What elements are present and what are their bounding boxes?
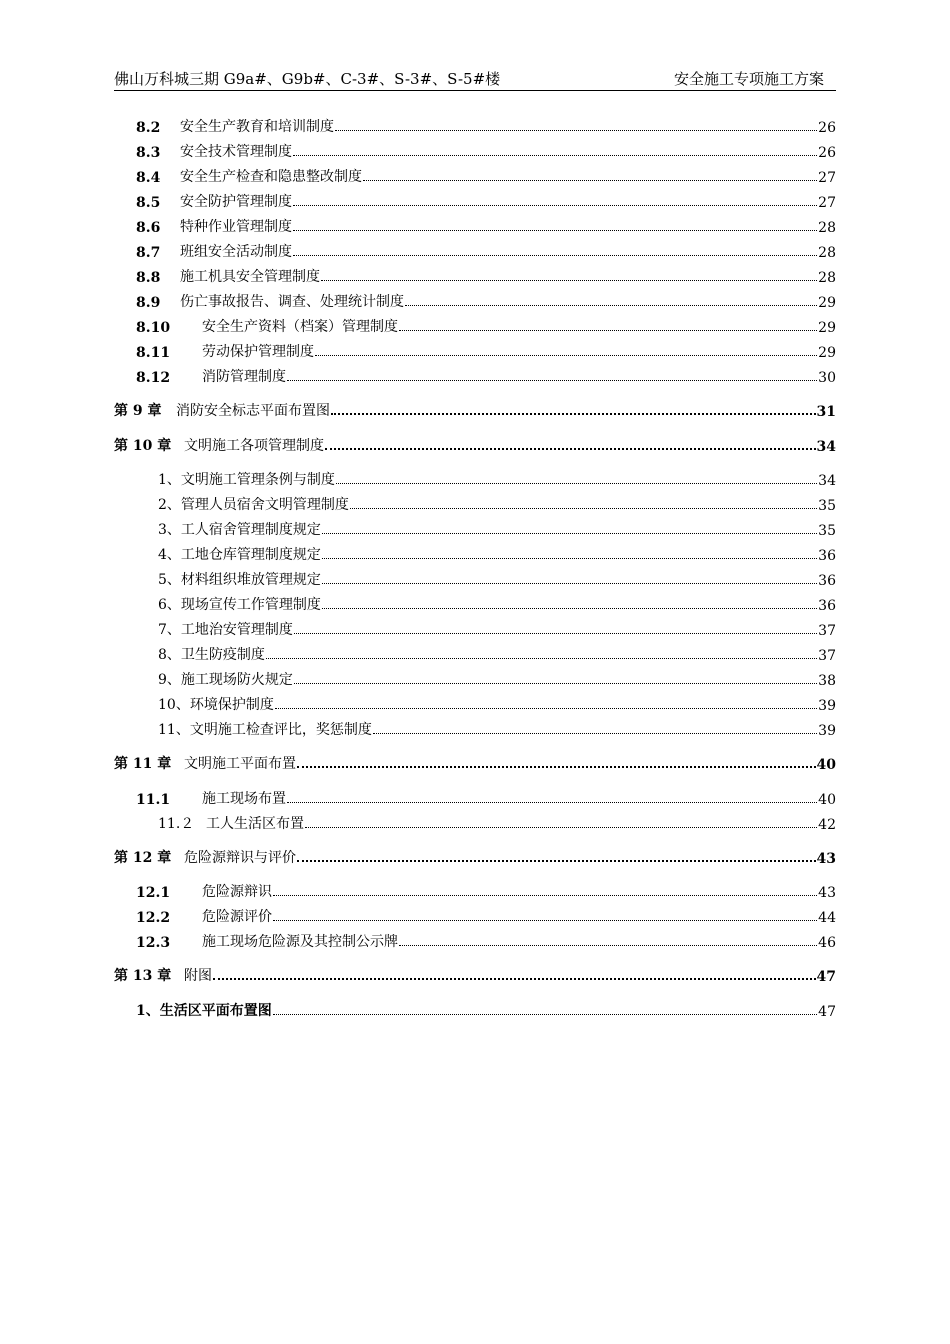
toc-number: 8.3 — [136, 145, 161, 161]
toc-entry-8-2[interactable] — [136, 112, 836, 136]
dot-leader — [331, 412, 816, 415]
toc-chapter-number: 第 11 章 — [114, 756, 172, 772]
toc-entry-10-10[interactable] — [158, 690, 836, 714]
toc-title: 安全生产检查和隐患整改制度 — [180, 169, 362, 185]
toc-number: 11.1 — [136, 792, 171, 808]
toc-page-number: 29 — [818, 345, 836, 361]
toc-title: 11、文明施工检查评比，奖惩制度 — [158, 722, 372, 738]
dot-leader — [322, 582, 817, 584]
dot-leader — [363, 179, 817, 181]
toc-page-number: 47 — [818, 1004, 836, 1020]
dot-leader — [273, 919, 817, 921]
dot-leader — [273, 1013, 817, 1015]
toc-number: 12.1 — [136, 885, 171, 901]
toc-chapter-number: 第 12 章 — [114, 850, 172, 866]
toc-page-number: 29 — [818, 295, 836, 311]
toc-number: 8.12 — [136, 370, 171, 386]
toc-page-number: 36 — [818, 548, 836, 564]
toc-entry-10-3[interactable] — [158, 515, 836, 539]
toc-title: 危险源辩识 — [202, 884, 272, 900]
toc-title: 安全防护管理制度 — [180, 194, 292, 210]
toc-page-number: 46 — [818, 935, 836, 951]
toc-chapter-9[interactable] — [114, 396, 836, 420]
toc-entry-10-2[interactable] — [158, 490, 836, 514]
toc-title: 特种作业管理制度 — [180, 219, 292, 235]
dot-leader — [305, 826, 817, 828]
dot-leader — [322, 532, 817, 534]
toc-entry-10-4[interactable] — [158, 540, 836, 564]
toc-chapter-title: 文明施工平面布置 — [184, 756, 296, 772]
toc-page-number: 43 — [816, 851, 836, 867]
toc-title: 安全生产资料（档案）管理制度 — [202, 319, 398, 335]
dot-leader — [321, 279, 817, 281]
toc-page-number: 34 — [816, 439, 836, 455]
toc-entry-11-2[interactable] — [158, 809, 836, 833]
toc-number: 8.6 — [136, 220, 161, 236]
toc-chapter-12[interactable] — [114, 843, 836, 867]
toc-page-number: 42 — [818, 817, 836, 833]
toc-title: 5、材料组织堆放管理规定 — [158, 572, 321, 588]
toc-number: 11.２ — [158, 816, 195, 832]
toc-entry-10-6[interactable] — [158, 590, 836, 614]
toc-entry-10-9[interactable] — [158, 665, 836, 689]
dot-leader — [322, 607, 817, 609]
toc-number: 8.2 — [136, 120, 161, 136]
toc-number: 8.11 — [136, 345, 171, 361]
toc-chapter-number: 第 10 章 — [114, 438, 172, 454]
dot-leader — [399, 329, 817, 331]
dot-leader — [325, 447, 816, 450]
dot-leader — [287, 379, 817, 381]
toc-title: 伤亡事故报告、调查、处理统计制度 — [180, 294, 404, 310]
toc-title: 消防管理制度 — [202, 369, 286, 385]
toc-number: 8.8 — [136, 270, 161, 286]
toc-title: 危险源评价 — [202, 909, 272, 925]
toc-entry-8-5[interactable] — [136, 187, 836, 211]
toc-page-number: 37 — [818, 648, 836, 664]
toc-title: 1、生活区平面布置图 — [136, 1003, 272, 1019]
toc-chapter-title: 附图 — [184, 968, 212, 984]
toc-page-number: 27 — [818, 170, 836, 186]
toc-title: 9、施工现场防火规定 — [158, 672, 293, 688]
toc-page-number: 35 — [818, 523, 836, 539]
toc-title: 8、卫生防疫制度 — [158, 647, 265, 663]
toc-number: 8.10 — [136, 320, 171, 336]
toc-page-number: 38 — [818, 673, 836, 689]
page-header — [114, 66, 836, 91]
toc-title: 施工现场布置 — [202, 791, 286, 807]
dot-leader — [294, 632, 817, 634]
toc-chapter-10[interactable] — [114, 431, 836, 455]
toc-page-number: 28 — [818, 220, 836, 236]
dot-leader — [405, 304, 817, 306]
header-project-name: 佛山万科城三期 G9a#、G9b#、C-3#、S-3#、S-5#楼 — [114, 70, 501, 88]
toc-page-number: 37 — [818, 623, 836, 639]
toc-title: 1、文明施工管理条例与制度 — [158, 472, 335, 488]
toc-chapter-11[interactable] — [114, 749, 836, 773]
toc-entry-8-6[interactable] — [136, 212, 836, 236]
toc-page-number: 28 — [818, 245, 836, 261]
toc-page-number: 39 — [818, 698, 836, 714]
toc-entry-12-1[interactable] — [136, 877, 836, 901]
dot-leader — [293, 229, 817, 231]
toc-page-number: 27 — [818, 195, 836, 211]
dot-leader — [322, 557, 817, 559]
dot-leader — [336, 482, 817, 484]
toc-page-number: 30 — [818, 370, 836, 386]
toc-page-number: 29 — [818, 320, 836, 336]
dot-leader — [399, 944, 817, 946]
dot-leader — [315, 354, 817, 356]
toc-title: 劳动保护管理制度 — [202, 344, 314, 360]
toc-entry-8-7[interactable] — [136, 237, 836, 261]
toc-entry-10-5[interactable] — [158, 565, 836, 589]
toc-entry-10-1[interactable] — [158, 465, 836, 489]
dot-leader — [287, 801, 817, 803]
dot-leader — [213, 977, 816, 980]
toc-page-number: 28 — [818, 270, 836, 286]
toc-entry-8-10[interactable] — [136, 312, 836, 336]
toc-entry-12-2[interactable] — [136, 902, 836, 926]
toc-chapter-title: 危险源辩识与评价 — [184, 850, 296, 866]
toc-chapter-number: 第 9 章 — [114, 403, 162, 419]
dot-leader — [335, 129, 817, 131]
toc-entry-10-11[interactable] — [158, 715, 836, 739]
toc-page-number: 47 — [816, 969, 836, 985]
toc-page-number: 31 — [816, 404, 836, 420]
toc-title: 班组安全活动制度 — [180, 244, 292, 260]
toc-entry-8-8[interactable] — [136, 262, 836, 286]
toc-entry-8-3[interactable] — [136, 137, 836, 161]
toc-title: 10、环境保护制度 — [158, 697, 274, 713]
toc-page-number: 43 — [818, 885, 836, 901]
toc-chapter-number: 第 13 章 — [114, 968, 172, 984]
toc-page-number: 40 — [816, 757, 836, 773]
toc-number: 8.4 — [136, 170, 161, 186]
dot-leader — [266, 657, 817, 659]
toc-page-number: 35 — [818, 498, 836, 514]
header-document-title: 安全施工专项施工方案 — [673, 70, 824, 88]
toc-chapter-title: 文明施工各项管理制度 — [184, 438, 324, 454]
toc-page-number: 36 — [818, 598, 836, 614]
toc-entry-8-9[interactable] — [136, 287, 836, 311]
toc-entry-10-8[interactable] — [158, 640, 836, 664]
toc-number: 8.5 — [136, 195, 161, 211]
dot-leader — [293, 254, 817, 256]
toc-title: 施工现场危险源及其控制公示牌 — [202, 934, 398, 950]
toc-entry-8-4[interactable] — [136, 162, 836, 186]
toc-page-number: 36 — [818, 573, 836, 589]
toc-entry-10-7[interactable] — [158, 615, 836, 639]
toc-entry-8-12[interactable] — [136, 362, 836, 386]
dot-leader — [275, 707, 817, 709]
toc-page-number: 26 — [818, 120, 836, 136]
toc-page-number: 34 — [818, 473, 836, 489]
dot-leader — [297, 765, 816, 768]
toc-page-number: 44 — [818, 910, 836, 926]
toc-number: 12.2 — [136, 910, 171, 926]
toc-number: 8.7 — [136, 245, 161, 261]
toc-title: 7、工地治安管理制度 — [158, 622, 293, 638]
dot-leader — [350, 507, 817, 509]
toc-title: 施工机具安全管理制度 — [180, 269, 320, 285]
toc-entry-13-1[interactable] — [136, 996, 836, 1020]
toc-chapter-13[interactable] — [114, 961, 836, 985]
dot-leader — [294, 682, 817, 684]
toc-number: 12.3 — [136, 935, 171, 951]
toc-chapter-title: 消防安全标志平面布置图 — [176, 403, 330, 419]
toc-title: 4、工地仓库管理制度规定 — [158, 547, 321, 563]
toc-title: 安全技术管理制度 — [180, 144, 292, 160]
dot-leader — [273, 894, 817, 896]
dot-leader — [373, 732, 817, 734]
toc-title: 安全生产教育和培训制度 — [180, 119, 334, 135]
toc-title: 3、工人宿舍管理制度规定 — [158, 522, 321, 538]
toc-page-number: 26 — [818, 145, 836, 161]
dot-leader — [293, 204, 817, 206]
toc-page-number: 40 — [818, 792, 836, 808]
toc-title: 6、现场宣传工作管理制度 — [158, 597, 321, 613]
dot-leader — [297, 859, 816, 862]
dot-leader — [293, 154, 817, 156]
toc-page-number: 39 — [818, 723, 836, 739]
toc-number: 8.9 — [136, 295, 161, 311]
toc-title: 工人生活区布置 — [206, 816, 304, 832]
toc-title: 2、管理人员宿舍文明管理制度 — [158, 497, 349, 513]
toc-entry-12-3[interactable] — [136, 927, 836, 951]
toc-entry-8-11[interactable] — [136, 337, 836, 361]
toc-entry-11-1[interactable] — [136, 784, 836, 808]
